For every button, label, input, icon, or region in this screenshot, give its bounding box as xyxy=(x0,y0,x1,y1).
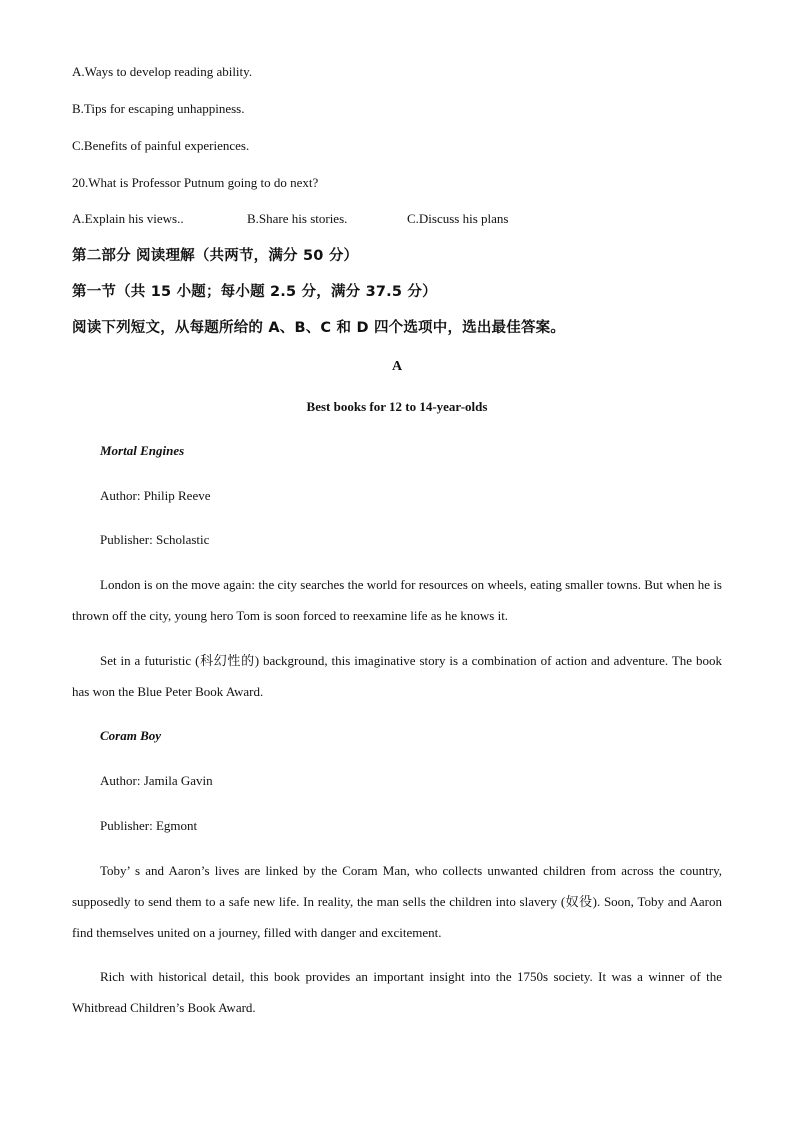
q20-option-c: C.Discuss his plans xyxy=(407,211,509,226)
q20-option-a: A.Explain his views.. xyxy=(72,211,184,226)
q19-option-b: B.Tips for escaping unhappiness. xyxy=(72,101,245,116)
passage-title: Best books for 12 to 14-year-olds xyxy=(306,399,488,414)
book-publisher: Publisher: Scholastic xyxy=(100,532,210,547)
book-description: Set in a futuristic (科幻性的) background, this imaginative story is a combination of action and adventure. The book has won the Blue Peter Book Award. xyxy=(72,653,722,699)
q20-question: 20.What is Professor Putnum going to do next? xyxy=(72,175,319,190)
section1-heading: 第一节（共 15 小题；每小题 2.5 分，满分 37.5 分） xyxy=(72,284,437,300)
book-author: Author: Jamila Gavin xyxy=(100,773,213,788)
book-description: Rich with historical detail, this book provides an important insight into the 1750s society. It was a winner of the Whitbread Children’s Book Award. xyxy=(72,969,722,1015)
book-title: Coram Boy xyxy=(100,728,162,743)
book-author: Author: Philip Reeve xyxy=(100,488,211,503)
q20-option-b: B.Share his stories. xyxy=(247,211,348,226)
book-description: Toby’ s and Aaron’s lives are linked by the Coram Man, who collects unwanted children from across the country, supposedly to send them to a safe new life. In reality, the man sells the children into slavery (奴役). Soon, Toby and Aaron find themselves united on a journey, filled with danger and excitement. xyxy=(72,863,722,940)
book-description: London is on the move again: the city searches the world for resources on wheels, eating smaller towns. But when he is thrown off the city, young hero Tom is soon forced to reexamine life as he knows it. xyxy=(72,577,722,623)
instruction: 阅读下列短文，从每题所给的 A、B、C 和 D 四个选项中，选出最佳答案。 xyxy=(72,320,566,336)
passage-letter: A xyxy=(391,359,403,374)
q19-option-c: C.Benefits of painful experiences. xyxy=(72,138,250,153)
book-publisher: Publisher: Egmont xyxy=(100,818,198,833)
book-title: Mortal Engines xyxy=(100,443,185,458)
part2-heading: 第二部分 阅读理解（共两节，满分 50 分） xyxy=(72,248,359,264)
q19-option-a: A.Ways to develop reading ability. xyxy=(72,64,253,79)
